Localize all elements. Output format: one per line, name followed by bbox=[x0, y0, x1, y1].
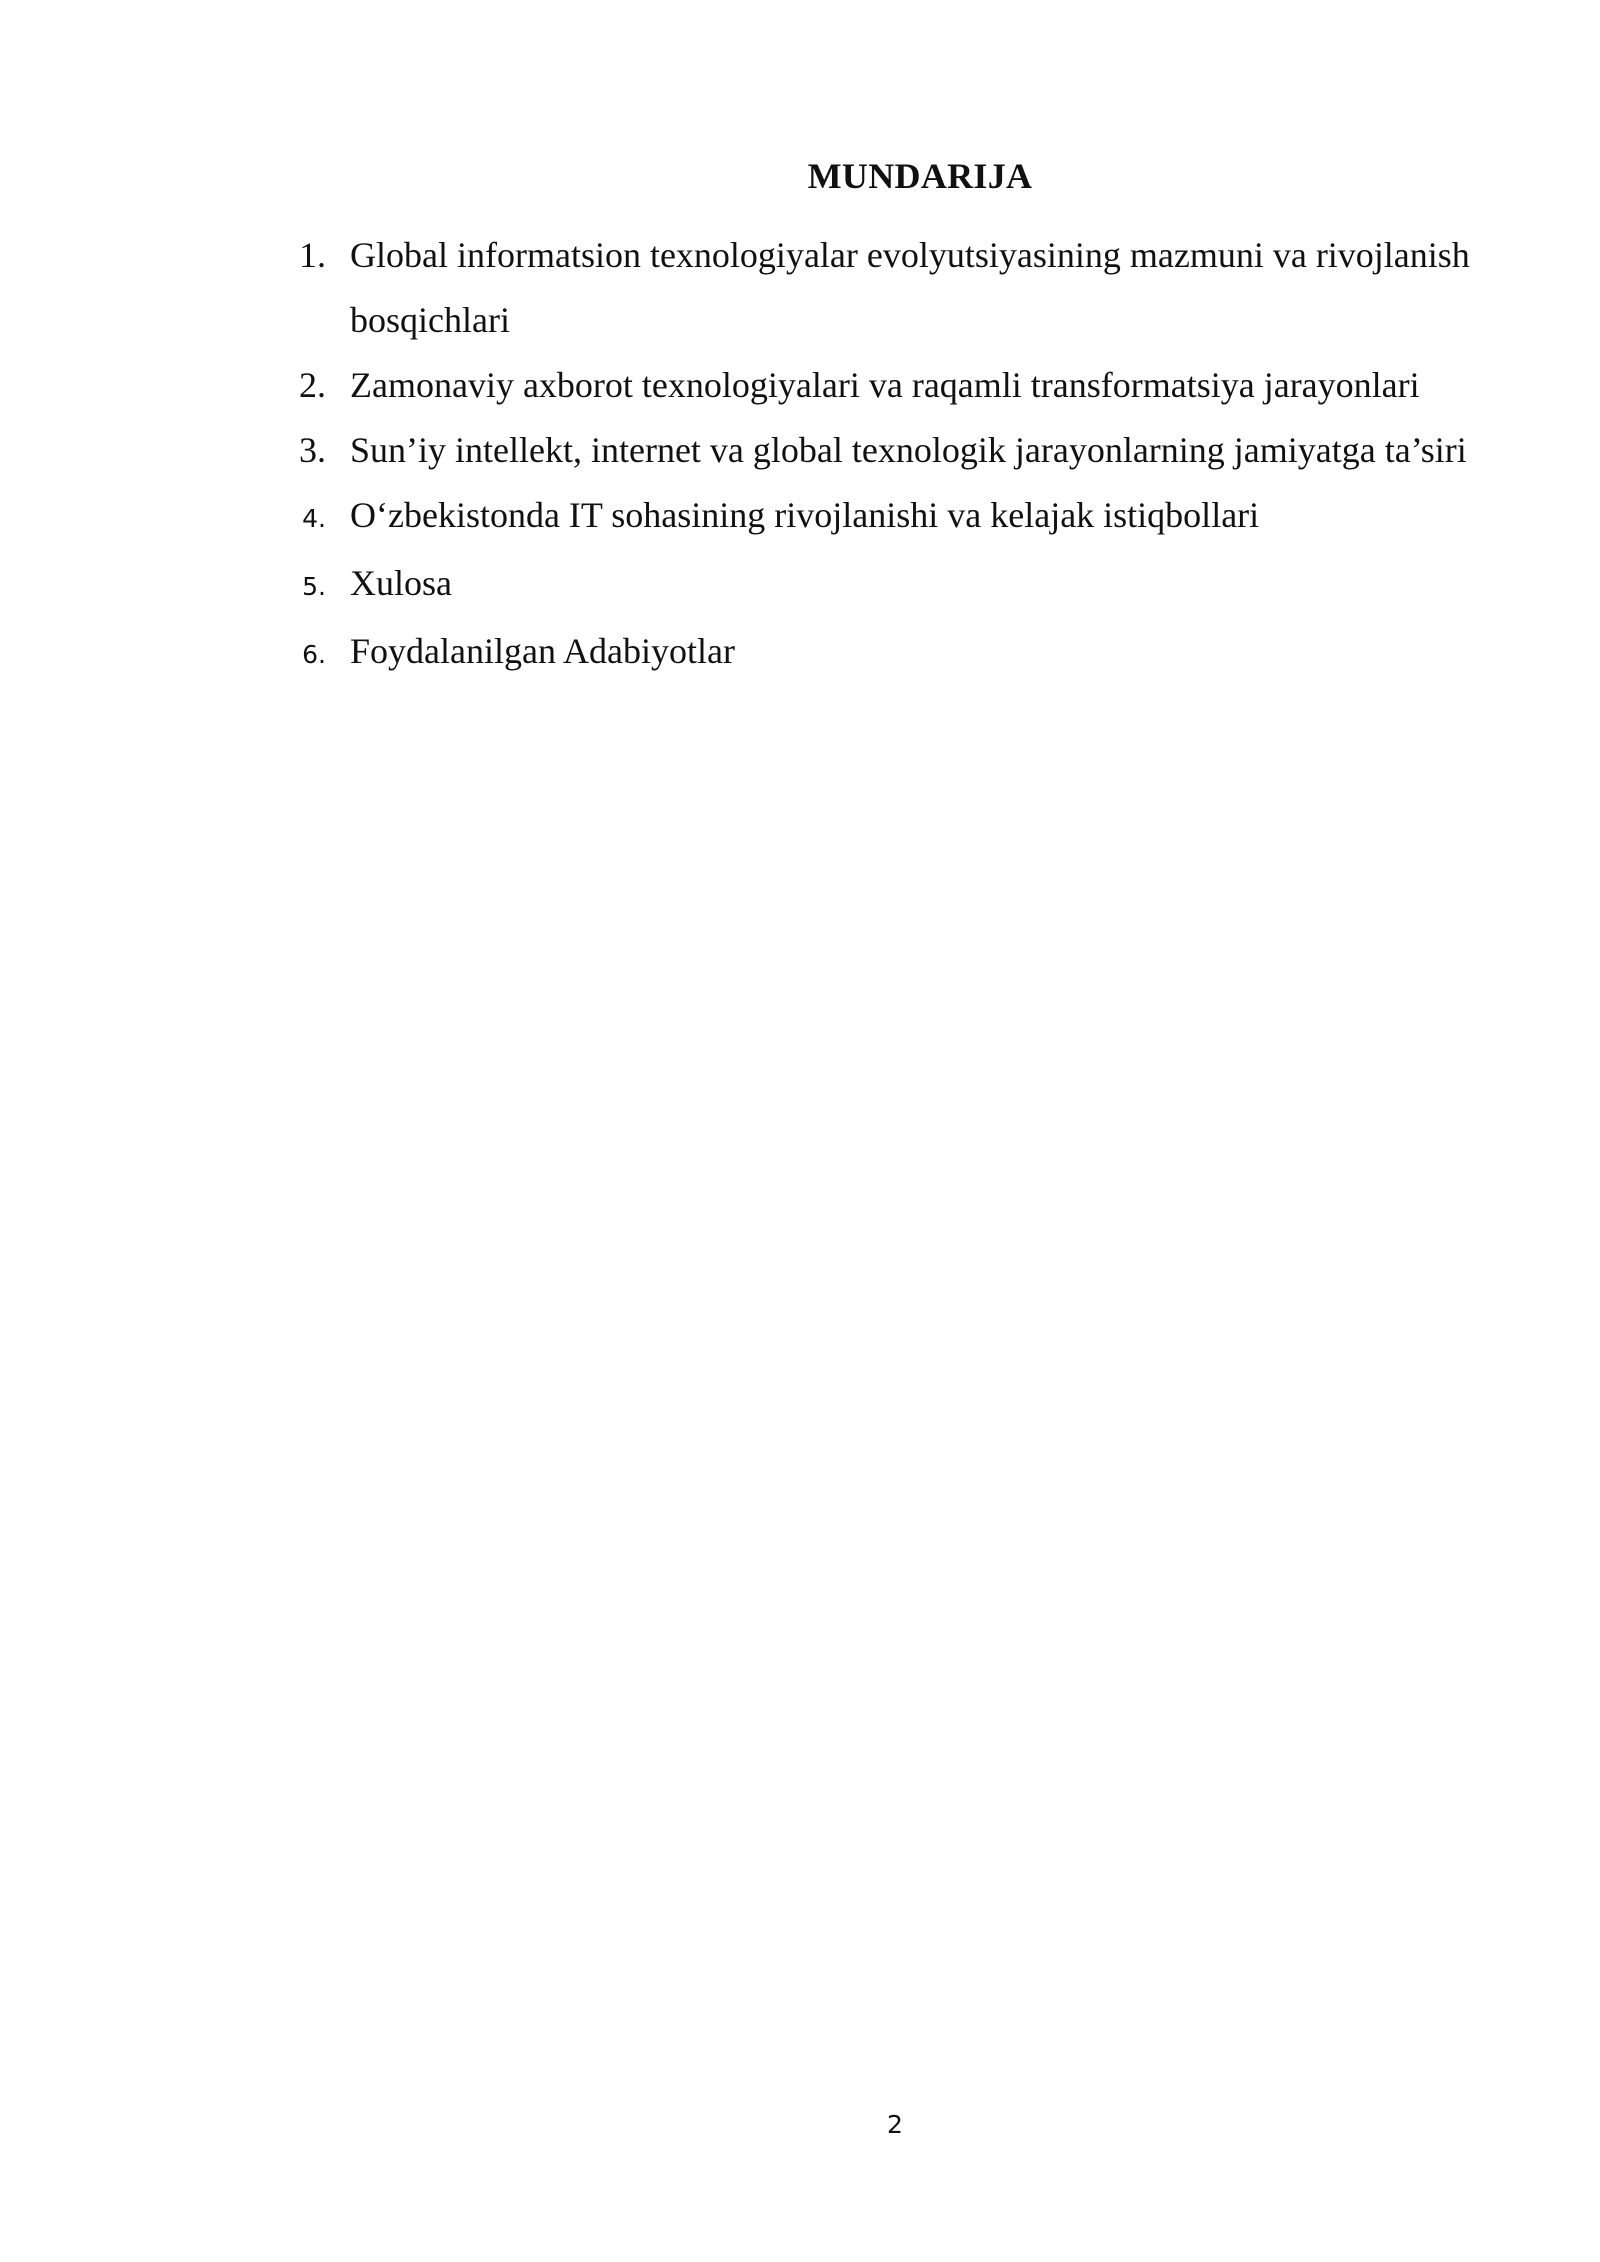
toc-item-number: 1. bbox=[299, 235, 326, 275]
toc-item-4 bbox=[270, 483, 1510, 551]
toc-item-text: Global informatsion texnologiyalar evolyutsiyasining mazmuni va rivojlanish bosqichlari bbox=[350, 235, 1470, 340]
toc-item-text: Sun’iy intellekt, internet va global texnologik jarayonlarning jamiyatga ta’siri bbox=[350, 430, 1467, 470]
toc-item-number: 3. bbox=[299, 430, 326, 470]
toc-item-number: 2. bbox=[299, 365, 326, 405]
toc-item-6 bbox=[270, 619, 1510, 687]
toc-item-number: 5. bbox=[302, 572, 326, 601]
toc-item-text: Xulosa bbox=[350, 563, 452, 603]
table-of-contents bbox=[270, 223, 1510, 687]
toc-item-2 bbox=[270, 353, 1510, 418]
toc-item-number: 6. bbox=[302, 640, 326, 669]
toc-item-number: 4. bbox=[302, 504, 326, 533]
toc-item-text: Foydalanilgan Adabiyotlar bbox=[350, 631, 735, 671]
toc-item-text: Zamonaviy axborot texnologiyalari va raqamli transformatsiya jarayonlari bbox=[350, 365, 1420, 405]
toc-item-1 bbox=[270, 223, 1510, 353]
toc-title: MUNDARIJA bbox=[807, 156, 1033, 196]
toc-item-5 bbox=[270, 551, 1510, 619]
toc-item-3 bbox=[270, 418, 1510, 483]
toc-item-text: O‘zbekistonda IT sohasining rivojlanishi va kelajak istiqbollari bbox=[350, 495, 1260, 535]
page-number: 2 bbox=[887, 2110, 903, 2139]
